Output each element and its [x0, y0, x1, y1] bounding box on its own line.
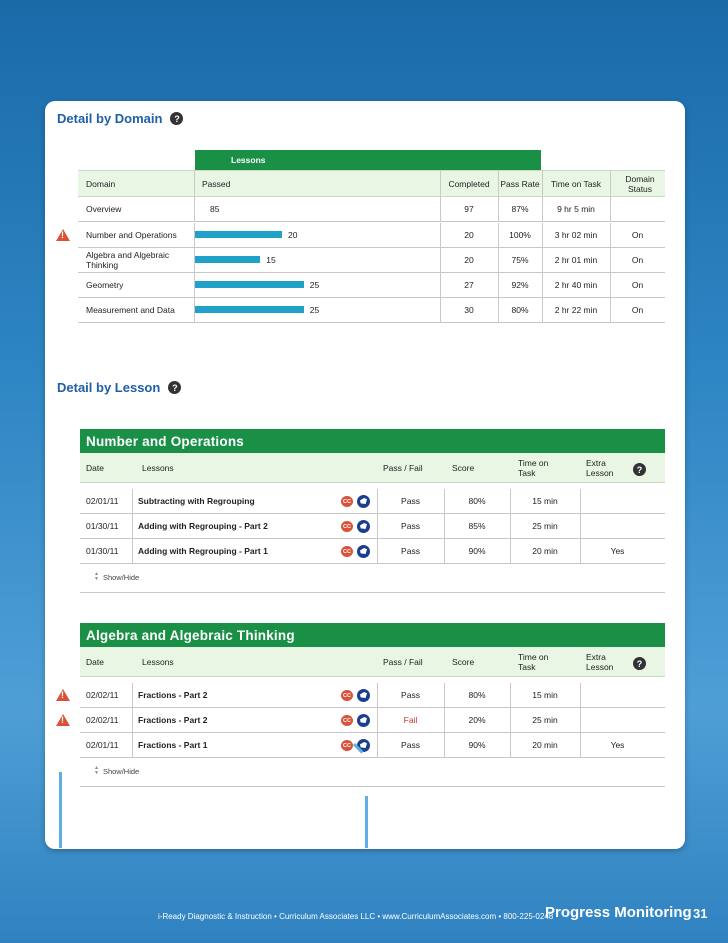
lesson-row [80, 733, 665, 758]
completed-value: 30 [464, 305, 474, 315]
lesson-date: 01/30/11 [86, 521, 119, 531]
callout-line-right [365, 796, 368, 848]
col-pass-fail: Pass / Fail [383, 462, 423, 473]
col-passed: Passed [202, 178, 231, 189]
lesson-table-header [80, 453, 665, 483]
lesson-table [80, 623, 665, 783]
passed-value: 25 [309, 280, 320, 290]
pass-fail-value: Pass [401, 496, 420, 506]
cell-divider [194, 197, 195, 221]
extra-lesson-value [580, 683, 655, 707]
lesson-group-title: Number and Operations [80, 429, 665, 453]
help-icon[interactable]: ? [633, 657, 646, 670]
report-panel [45, 101, 685, 849]
passed-value: 85 [210, 204, 220, 214]
completed-value: 20 [464, 230, 474, 240]
score-value: 80% [468, 496, 486, 506]
callout-line-left [59, 772, 62, 848]
completed-value: 27 [464, 280, 474, 290]
lesson-date: 02/02/11 [86, 690, 119, 700]
score-value: 90% [468, 546, 486, 556]
passed-value: 20 [288, 230, 298, 240]
state-standard-icon[interactable] [357, 495, 370, 508]
warning-icon [56, 689, 70, 701]
domain-row [78, 197, 665, 222]
extra-lesson-value: Yes [610, 546, 625, 556]
col-score: Score [452, 656, 475, 667]
cell-divider [132, 708, 133, 732]
cell-divider [132, 514, 133, 538]
score-value: 80% [468, 690, 486, 700]
lesson-row [80, 514, 665, 539]
help-icon[interactable]: ? [170, 112, 183, 125]
cc-standard-icon[interactable]: CC [341, 521, 353, 532]
time-on-task-value: 25 min [532, 521, 558, 531]
col-completed: Completed [448, 178, 490, 189]
pass-rate-value: 87% [511, 204, 529, 214]
lesson-name[interactable]: Subtracting with Regrouping [138, 496, 255, 506]
col-pass-rate: Pass Rate [500, 178, 540, 189]
expand-arrows-icon: ▲ ▼ [94, 765, 99, 776]
score-value: 20% [468, 715, 486, 725]
pass-fail-value: Pass [401, 740, 420, 750]
pass-fail-value: Pass [401, 546, 420, 556]
warning-icon [56, 229, 70, 241]
cell-divider [132, 489, 133, 513]
show-hide-toggle[interactable] [94, 572, 139, 582]
page-number: 31 [693, 906, 708, 921]
cc-standard-icon[interactable]: CC [341, 740, 353, 751]
lesson-date: 02/01/11 [86, 740, 119, 750]
time-on-task-value: 9 hr 5 min [557, 204, 595, 214]
footer-text: i-Ready Diagnostic & Instruction • Curriculum Associates LLC • www.CurriculumAssociates.com • 800-225-0248 [158, 912, 554, 921]
state-standard-icon[interactable] [357, 689, 370, 702]
time-on-task-value: 3 hr 02 min [554, 230, 598, 240]
cell-divider [132, 733, 133, 757]
col-extra-lesson: Extra Lesson [586, 651, 614, 672]
detail-by-lesson-label: Detail by Lesson [57, 380, 161, 395]
lesson-row [80, 489, 665, 514]
domain-row [78, 223, 665, 248]
cc-standard-icon[interactable]: CC [341, 496, 353, 507]
lesson-table-header [80, 647, 665, 677]
domain-row [78, 248, 665, 273]
lesson-row [80, 539, 665, 564]
time-on-task-value: 20 min [532, 740, 558, 750]
extra-lesson-value [580, 708, 655, 732]
col-lessons: Lessons [142, 656, 174, 667]
lesson-date: 02/02/11 [86, 715, 119, 725]
section-name: Progress Monitoring [545, 904, 692, 921]
pass-rate-value: 100% [509, 230, 531, 240]
detail-by-domain-label: Detail by Domain [57, 111, 163, 126]
pass-fail-value: Pass [401, 690, 420, 700]
table-bottom-rule [80, 592, 665, 593]
domain-row [78, 273, 665, 298]
lesson-table [80, 429, 665, 589]
completed-value: 20 [464, 255, 474, 265]
col-time-on-task: Time on Task [518, 651, 549, 672]
time-on-task-value: 25 min [532, 715, 558, 725]
state-standard-icon[interactable] [357, 714, 370, 727]
cell-divider [132, 539, 133, 563]
detail-by-domain-title [57, 111, 183, 126]
pass-rate-value: 75% [511, 255, 529, 265]
lesson-name[interactable]: Fractions - Part 1 [138, 740, 208, 750]
pass-fail-value: Fail [403, 715, 418, 725]
time-on-task-value: 15 min [532, 496, 558, 506]
passed-bar [195, 281, 304, 288]
col-domain-status: Domain Status [625, 173, 655, 194]
lesson-date: 02/01/11 [86, 496, 119, 506]
expand-arrows-icon: ▲ ▼ [94, 571, 99, 582]
score-value: 85% [468, 521, 486, 531]
help-icon[interactable]: ? [168, 381, 181, 394]
passed-value: 25 [309, 305, 320, 315]
callout-left-text: Drills down to show a student’s performance on each strand as well as each lesson and alerts teachers when students need further remediation. [72, 801, 337, 845]
cell-divider [132, 683, 133, 707]
table-bottom-rule [80, 786, 665, 787]
lesson-row [80, 683, 665, 708]
passed-bar [195, 306, 304, 313]
extra-lesson-value [580, 489, 655, 513]
col-pass-fail: Pass / Fail [383, 656, 423, 667]
pass-fail-value: Pass [401, 521, 420, 531]
lesson-name[interactable]: Adding with Regrouping - Part 2 [138, 521, 268, 531]
col-time-on-task: Time on Task [518, 457, 549, 478]
time-on-task-value: 2 hr 01 min [554, 255, 598, 265]
score-value: 90% [468, 740, 486, 750]
passed-bar [195, 231, 282, 238]
pass-rate-value: 92% [511, 280, 529, 290]
time-on-task-value: 2 hr 40 min [554, 280, 598, 290]
col-date: Date [86, 462, 104, 473]
lesson-row [80, 708, 665, 733]
show-hide-label: Show/Hide [102, 766, 140, 776]
col-extra-lesson: Extra Lesson [586, 457, 614, 478]
extra-lesson-value [580, 514, 655, 538]
passed-bar [195, 256, 260, 263]
domain-name: Geometry [86, 280, 124, 290]
show-hide-toggle[interactable] [94, 766, 139, 776]
domain-table-header [78, 170, 665, 197]
pass-rate-value: 80% [511, 305, 529, 315]
time-on-task-value: 15 min [532, 690, 558, 700]
col-domain: Domain [86, 178, 116, 189]
domain-row [78, 298, 665, 323]
passed-value: 15 [266, 255, 276, 265]
cc-standard-icon[interactable]: CC [341, 690, 353, 701]
lessons-header: Lessons [195, 150, 541, 170]
time-on-task-value: 2 hr 22 min [554, 305, 598, 315]
domain-status-value: On [631, 255, 644, 265]
extra-lesson-value: Yes [610, 740, 625, 750]
domain-status-value: On [631, 230, 644, 240]
state-standard-icon[interactable] [357, 520, 370, 533]
callout-right-text: Click to see which state standard and which Common Core State Standard each lesson covers (example shown is for New York). [378, 801, 646, 845]
lesson-name[interactable]: Adding with Regrouping - Part 1 [138, 546, 268, 556]
cc-standard-icon[interactable]: CC [341, 715, 353, 726]
time-on-task-value: 20 min [532, 546, 558, 556]
domain-name: Measurement and Data [86, 305, 175, 315]
domain-name: Number and Operations [86, 230, 177, 240]
lesson-name[interactable]: Fractions - Part 2 [138, 715, 208, 725]
domain-name: Algebra and Algebraic Thinking [86, 250, 170, 270]
lesson-date: 01/30/11 [86, 546, 119, 556]
domain-status-value: On [631, 305, 644, 315]
col-score: Score [452, 462, 475, 473]
completed-value: 97 [464, 204, 474, 214]
col-time-on-task: Time on Task [550, 178, 602, 189]
state-standard-icon[interactable] [357, 545, 370, 558]
help-icon[interactable]: ? [633, 463, 646, 476]
col-date: Date [86, 656, 104, 667]
show-hide-label: Show/Hide [102, 572, 140, 582]
warning-icon [56, 714, 70, 726]
lesson-group-title: Algebra and Algebraic Thinking [80, 623, 665, 647]
domain-name: Overview [86, 204, 122, 214]
domain-status-value: On [631, 280, 644, 290]
lesson-name[interactable]: Fractions - Part 2 [138, 690, 208, 700]
domain-status-value [610, 197, 665, 221]
cc-standard-icon[interactable]: CC [341, 546, 353, 557]
col-lessons: Lessons [142, 462, 174, 473]
detail-by-lesson-title [57, 380, 181, 395]
